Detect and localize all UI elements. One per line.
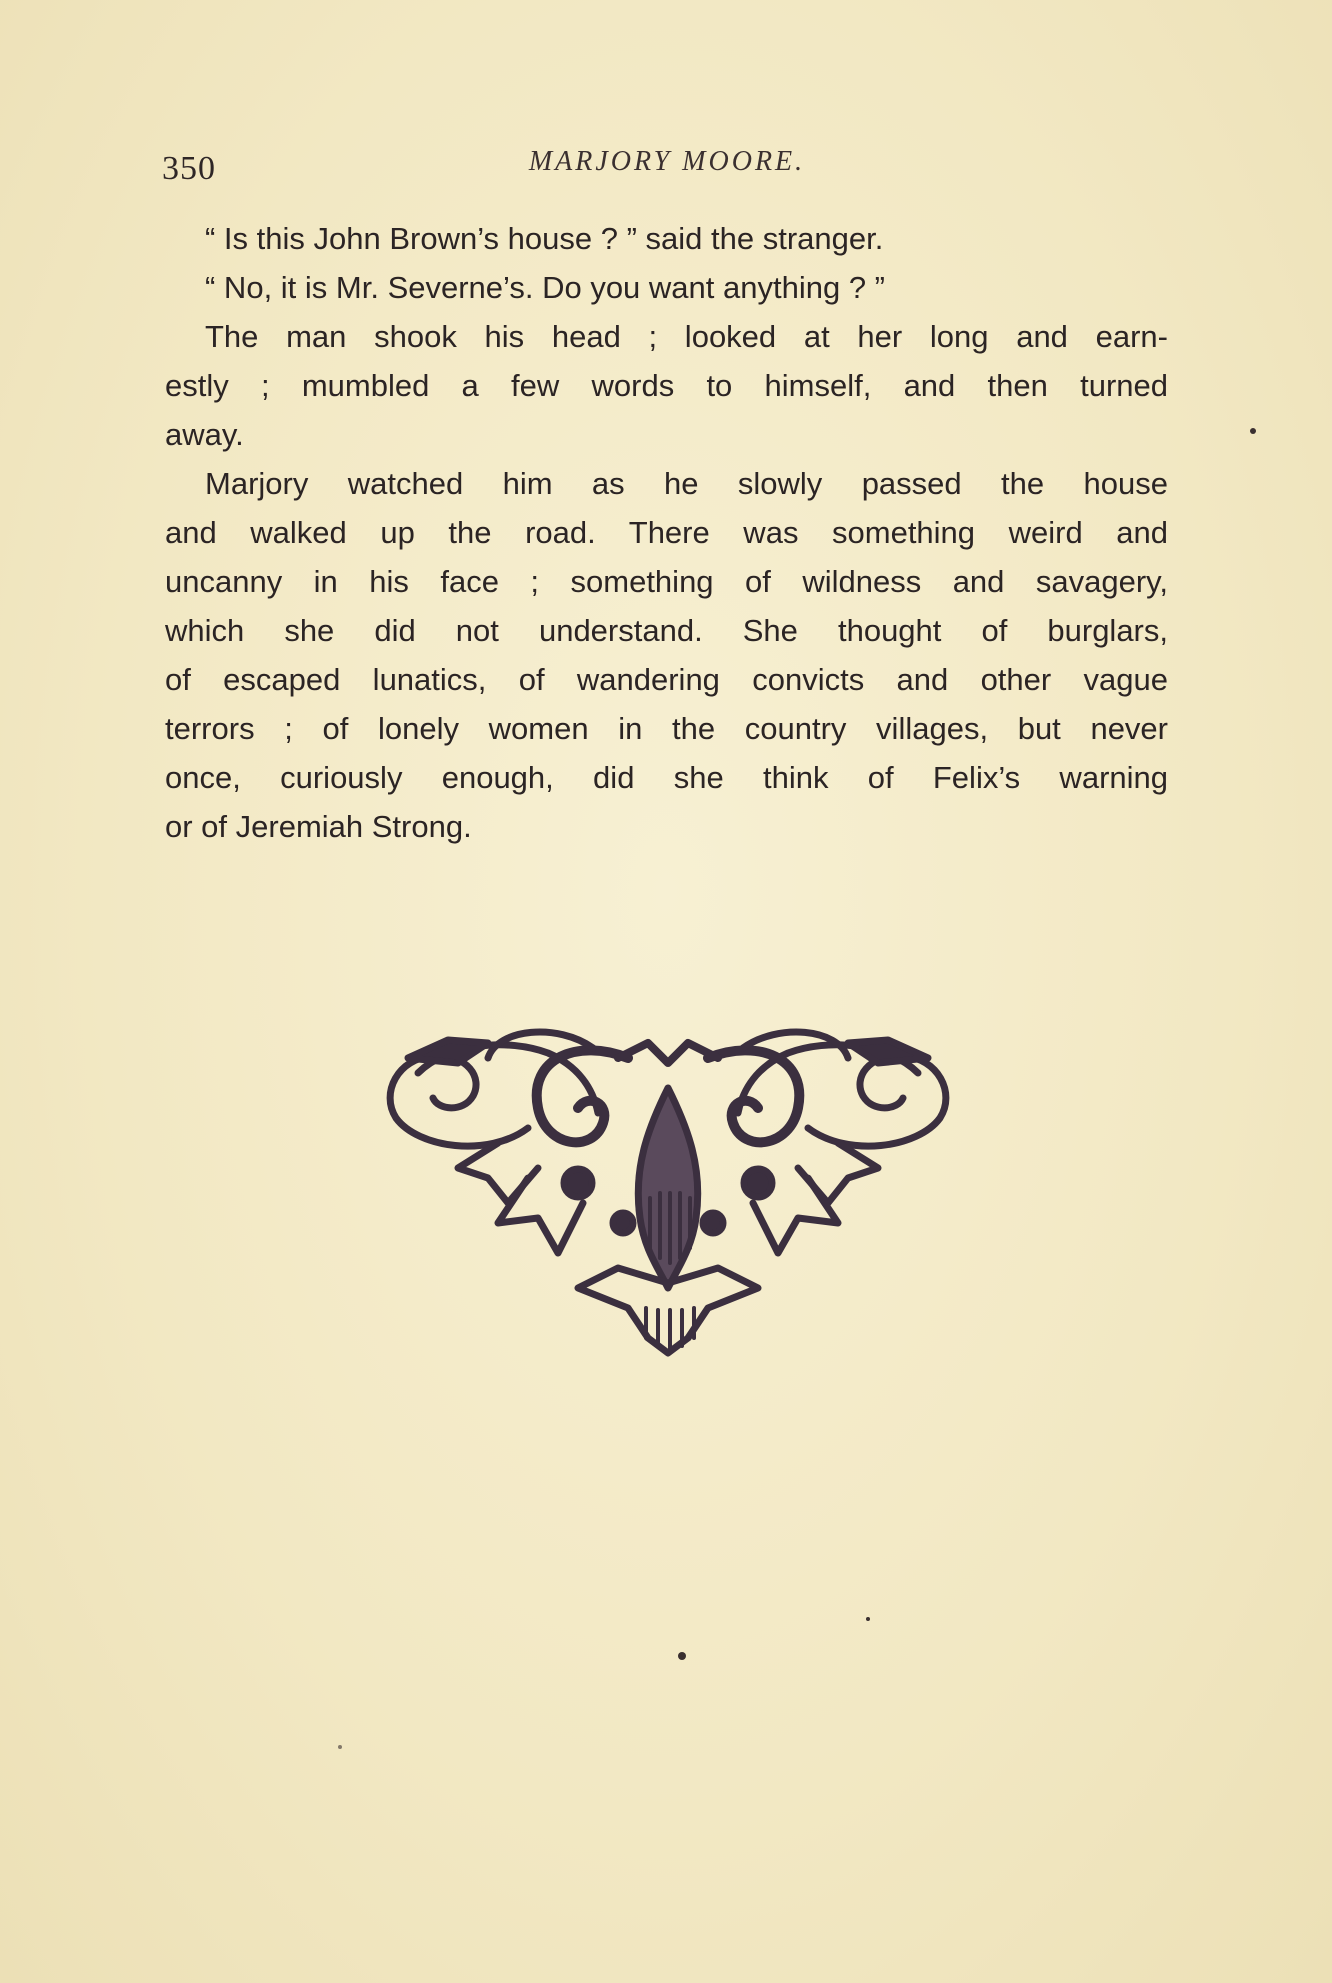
text-line: Marjory watched him as he slowly passed the house bbox=[205, 466, 1168, 501]
page-number: 350 bbox=[162, 150, 216, 187]
text-line: once, curiously enough, did she think of Felix’s warning bbox=[165, 760, 1168, 795]
ink-speck bbox=[338, 1745, 342, 1749]
text-line: and walked up the road. There was something weird and bbox=[165, 515, 1168, 550]
text-line: terrors ; of lonely women in the country villages, but never bbox=[165, 711, 1168, 746]
text-line: or of Jeremiah Strong. bbox=[165, 809, 472, 844]
text-line: “ No, it is Mr. Severne’s. Do you want anything ? ” bbox=[205, 270, 886, 305]
ink-speck bbox=[1250, 428, 1256, 434]
text-line: “ Is this John Brown’s house ? ” said the stranger. bbox=[205, 221, 884, 256]
body-text bbox=[165, 214, 1168, 851]
text-line: away. bbox=[165, 417, 244, 452]
text-line: which she did not understand. She thought of burglars, bbox=[165, 613, 1168, 648]
running-title: MARJORY MOORE. bbox=[528, 146, 806, 177]
floral-tailpiece-icon bbox=[378, 1018, 958, 1363]
text-line: estly ; mumbled a few words to himself, and then turned bbox=[165, 368, 1168, 403]
ink-speck bbox=[866, 1617, 870, 1621]
text-line: The man shook his head ; looked at her long and earn- bbox=[205, 319, 1168, 354]
ink-speck bbox=[678, 1652, 686, 1660]
text-line: uncanny in his face ; something of wildness and savagery, bbox=[165, 564, 1168, 599]
page-header bbox=[162, 142, 1172, 190]
text-line: of escaped lunatics, of wandering convicts and other vague bbox=[165, 662, 1168, 697]
